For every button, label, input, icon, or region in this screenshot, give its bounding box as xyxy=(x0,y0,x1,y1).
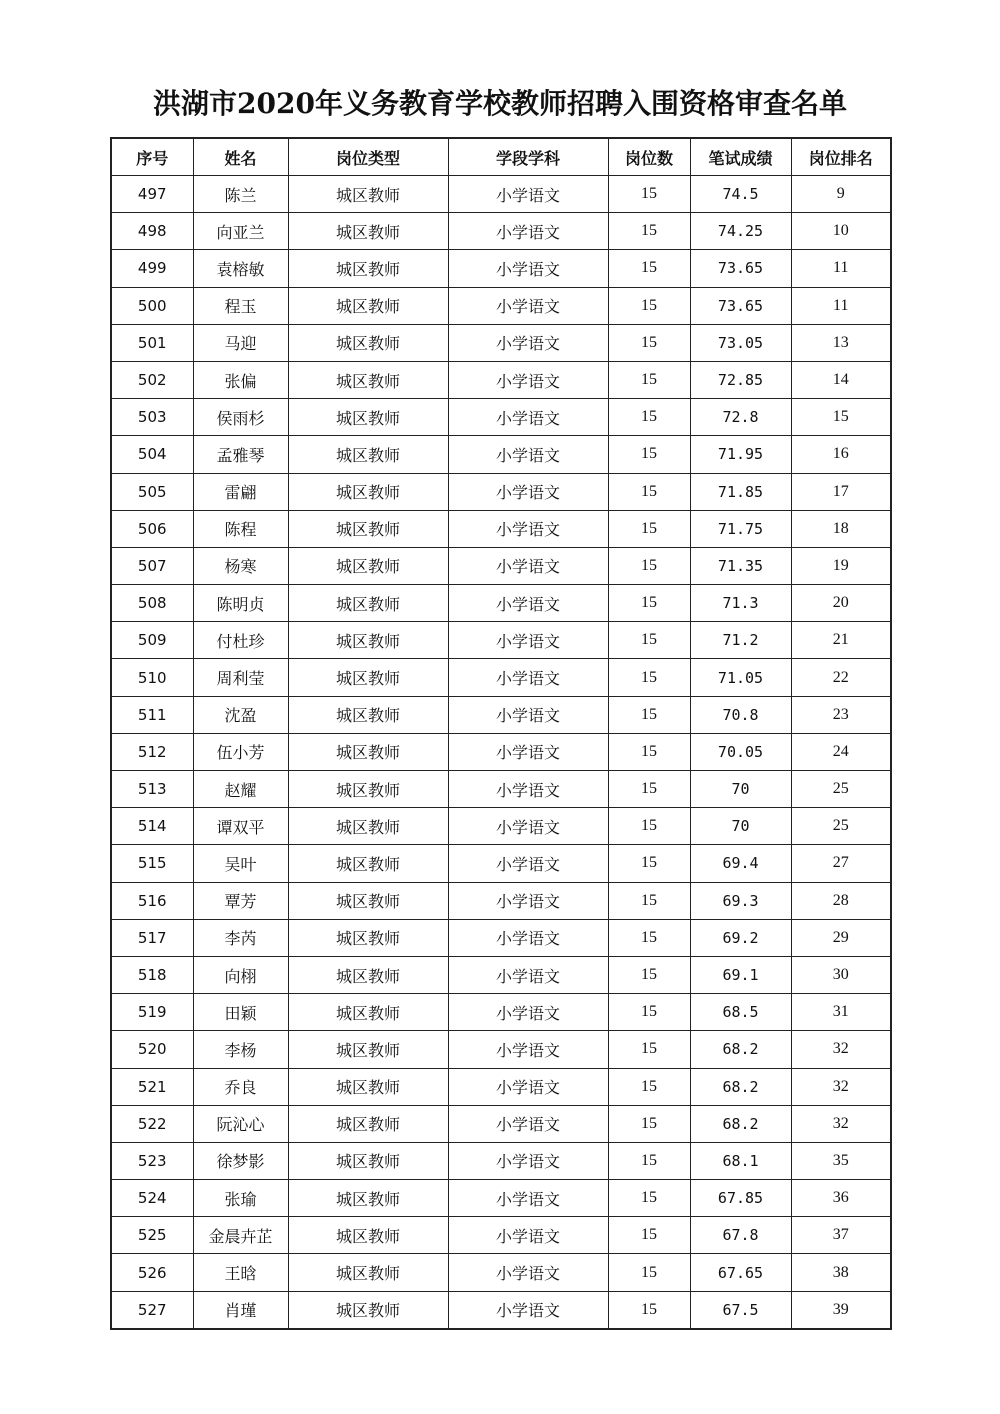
table-row xyxy=(111,1254,891,1291)
seq-cell: 522 xyxy=(111,1105,193,1142)
post-type-cell: 城区教师 xyxy=(288,436,448,473)
name-cell: 陈程 xyxy=(193,510,288,547)
post-count-cell: 15 xyxy=(608,882,690,919)
post-count-cell: 15 xyxy=(608,771,690,808)
header-written-score: 笔试成绩 xyxy=(690,138,791,176)
table-row xyxy=(111,771,891,808)
name-cell: 伍小芳 xyxy=(193,733,288,770)
table-row xyxy=(111,287,891,324)
table-row xyxy=(111,213,891,250)
name-cell: 覃芳 xyxy=(193,882,288,919)
written-score-cell: 69.2 xyxy=(690,919,791,956)
subject-cell: 小学语文 xyxy=(448,287,608,324)
subject-cell: 小学语文 xyxy=(448,845,608,882)
post-rank-cell: 16 xyxy=(791,436,891,473)
subject-cell: 小学语文 xyxy=(448,585,608,622)
subject-cell: 小学语文 xyxy=(448,1217,608,1254)
table-row xyxy=(111,585,891,622)
post-type-cell: 城区教师 xyxy=(288,1217,448,1254)
seq-cell: 512 xyxy=(111,733,193,770)
table-row xyxy=(111,1180,891,1217)
header-post-rank: 岗位排名 xyxy=(791,138,891,176)
table-row xyxy=(111,436,891,473)
candidate-table xyxy=(110,137,892,1330)
table-row xyxy=(111,1031,891,1068)
post-count-cell: 15 xyxy=(608,919,690,956)
subject-cell: 小学语文 xyxy=(448,1291,608,1329)
table-row xyxy=(111,956,891,993)
written-score-cell: 72.8 xyxy=(690,399,791,436)
subject-cell: 小学语文 xyxy=(448,771,608,808)
seq-cell: 519 xyxy=(111,994,193,1031)
subject-cell: 小学语文 xyxy=(448,399,608,436)
post-rank-cell: 38 xyxy=(791,1254,891,1291)
post-count-cell: 15 xyxy=(608,1142,690,1179)
table-row xyxy=(111,845,891,882)
name-cell: 雷翩 xyxy=(193,473,288,510)
post-count-cell: 15 xyxy=(608,436,690,473)
written-score-cell: 71.75 xyxy=(690,510,791,547)
table-row xyxy=(111,659,891,696)
table-row xyxy=(111,919,891,956)
subject-cell: 小学语文 xyxy=(448,547,608,584)
written-score-cell: 68.2 xyxy=(690,1068,791,1105)
post-type-cell: 城区教师 xyxy=(288,1142,448,1179)
post-rank-cell: 23 xyxy=(791,696,891,733)
subject-cell: 小学语文 xyxy=(448,510,608,547)
table-row xyxy=(111,1105,891,1142)
written-score-cell: 69.4 xyxy=(690,845,791,882)
seq-cell: 497 xyxy=(111,176,193,213)
header-post-count: 岗位数 xyxy=(608,138,690,176)
post-rank-cell: 9 xyxy=(791,176,891,213)
post-rank-cell: 14 xyxy=(791,361,891,398)
post-type-cell: 城区教师 xyxy=(288,1031,448,1068)
name-cell: 袁榕敏 xyxy=(193,250,288,287)
seq-cell: 521 xyxy=(111,1068,193,1105)
subject-cell: 小学语文 xyxy=(448,733,608,770)
name-cell: 程玉 xyxy=(193,287,288,324)
post-type-cell: 城区教师 xyxy=(288,1180,448,1217)
name-cell: 王晗 xyxy=(193,1254,288,1291)
seq-cell: 527 xyxy=(111,1291,193,1329)
name-cell: 付杜珍 xyxy=(193,622,288,659)
seq-cell: 517 xyxy=(111,919,193,956)
seq-cell: 510 xyxy=(111,659,193,696)
post-count-cell: 15 xyxy=(608,994,690,1031)
post-type-cell: 城区教师 xyxy=(288,1291,448,1329)
post-type-cell: 城区教师 xyxy=(288,399,448,436)
post-type-cell: 城区教师 xyxy=(288,1254,448,1291)
subject-cell: 小学语文 xyxy=(448,1031,608,1068)
seq-cell: 506 xyxy=(111,510,193,547)
seq-cell: 501 xyxy=(111,324,193,361)
post-type-cell: 城区教师 xyxy=(288,547,448,584)
post-type-cell: 城区教师 xyxy=(288,994,448,1031)
header-subject: 学段学科 xyxy=(448,138,608,176)
post-rank-cell: 24 xyxy=(791,733,891,770)
post-count-cell: 15 xyxy=(608,361,690,398)
subject-cell: 小学语文 xyxy=(448,956,608,993)
post-rank-cell: 20 xyxy=(791,585,891,622)
name-cell: 孟雅琴 xyxy=(193,436,288,473)
name-cell: 陈兰 xyxy=(193,176,288,213)
written-score-cell: 70 xyxy=(690,808,791,845)
post-type-cell: 城区教师 xyxy=(288,845,448,882)
post-count-cell: 15 xyxy=(608,733,690,770)
post-rank-cell: 25 xyxy=(791,771,891,808)
post-rank-cell: 31 xyxy=(791,994,891,1031)
post-type-cell: 城区教师 xyxy=(288,176,448,213)
written-score-cell: 73.05 xyxy=(690,324,791,361)
subject-cell: 小学语文 xyxy=(448,919,608,956)
written-score-cell: 70 xyxy=(690,771,791,808)
post-count-cell: 15 xyxy=(608,510,690,547)
name-cell: 金晨卉芷 xyxy=(193,1217,288,1254)
seq-cell: 520 xyxy=(111,1031,193,1068)
post-rank-cell: 22 xyxy=(791,659,891,696)
written-score-cell: 68.2 xyxy=(690,1105,791,1142)
post-type-cell: 城区教师 xyxy=(288,956,448,993)
post-count-cell: 15 xyxy=(608,585,690,622)
subject-cell: 小学语文 xyxy=(448,473,608,510)
post-type-cell: 城区教师 xyxy=(288,287,448,324)
seq-cell: 511 xyxy=(111,696,193,733)
written-score-cell: 71.85 xyxy=(690,473,791,510)
written-score-cell: 68.5 xyxy=(690,994,791,1031)
name-cell: 侯雨杉 xyxy=(193,399,288,436)
subject-cell: 小学语文 xyxy=(448,696,608,733)
post-type-cell: 城区教师 xyxy=(288,622,448,659)
post-type-cell: 城区教师 xyxy=(288,919,448,956)
post-rank-cell: 15 xyxy=(791,399,891,436)
post-type-cell: 城区教师 xyxy=(288,213,448,250)
post-count-cell: 15 xyxy=(608,1068,690,1105)
post-rank-cell: 25 xyxy=(791,808,891,845)
table-header-row xyxy=(111,138,891,176)
seq-cell: 500 xyxy=(111,287,193,324)
written-score-cell: 67.5 xyxy=(690,1291,791,1329)
seq-cell: 509 xyxy=(111,622,193,659)
written-score-cell: 71.35 xyxy=(690,547,791,584)
subject-cell: 小学语文 xyxy=(448,324,608,361)
post-rank-cell: 29 xyxy=(791,919,891,956)
post-type-cell: 城区教师 xyxy=(288,771,448,808)
seq-cell: 516 xyxy=(111,882,193,919)
post-type-cell: 城区教师 xyxy=(288,696,448,733)
table-row xyxy=(111,994,891,1031)
post-type-cell: 城区教师 xyxy=(288,882,448,919)
post-type-cell: 城区教师 xyxy=(288,808,448,845)
seq-cell: 502 xyxy=(111,361,193,398)
subject-cell: 小学语文 xyxy=(448,659,608,696)
seq-cell: 508 xyxy=(111,585,193,622)
post-type-cell: 城区教师 xyxy=(288,1105,448,1142)
written-score-cell: 71.3 xyxy=(690,585,791,622)
post-count-cell: 15 xyxy=(608,845,690,882)
written-score-cell: 74.25 xyxy=(690,213,791,250)
subject-cell: 小学语文 xyxy=(448,622,608,659)
post-count-cell: 15 xyxy=(608,1291,690,1329)
post-rank-cell: 32 xyxy=(791,1031,891,1068)
table-row xyxy=(111,622,891,659)
post-type-cell: 城区教师 xyxy=(288,1068,448,1105)
name-cell: 向栩 xyxy=(193,956,288,993)
table-row xyxy=(111,510,891,547)
name-cell: 徐梦影 xyxy=(193,1142,288,1179)
post-rank-cell: 11 xyxy=(791,287,891,324)
post-count-cell: 15 xyxy=(608,696,690,733)
written-score-cell: 71.05 xyxy=(690,659,791,696)
post-count-cell: 15 xyxy=(608,399,690,436)
name-cell: 吴叶 xyxy=(193,845,288,882)
subject-cell: 小学语文 xyxy=(448,994,608,1031)
post-type-cell: 城区教师 xyxy=(288,510,448,547)
table-body xyxy=(111,176,891,1329)
table-row xyxy=(111,1142,891,1179)
name-cell: 乔良 xyxy=(193,1068,288,1105)
post-type-cell: 城区教师 xyxy=(288,473,448,510)
table-row xyxy=(111,176,891,213)
post-count-cell: 15 xyxy=(608,956,690,993)
table-row xyxy=(111,324,891,361)
table-row xyxy=(111,882,891,919)
post-type-cell: 城区教师 xyxy=(288,659,448,696)
post-type-cell: 城区教师 xyxy=(288,733,448,770)
written-score-cell: 68.2 xyxy=(690,1031,791,1068)
post-type-cell: 城区教师 xyxy=(288,324,448,361)
post-count-cell: 15 xyxy=(608,1105,690,1142)
subject-cell: 小学语文 xyxy=(448,1105,608,1142)
written-score-cell: 69.1 xyxy=(690,956,791,993)
name-cell: 沈盈 xyxy=(193,696,288,733)
post-rank-cell: 21 xyxy=(791,622,891,659)
header-seq: 序号 xyxy=(111,138,193,176)
seq-cell: 507 xyxy=(111,547,193,584)
subject-cell: 小学语文 xyxy=(448,436,608,473)
written-score-cell: 72.85 xyxy=(690,361,791,398)
seq-cell: 518 xyxy=(111,956,193,993)
post-count-cell: 15 xyxy=(608,213,690,250)
subject-cell: 小学语文 xyxy=(448,361,608,398)
post-type-cell: 城区教师 xyxy=(288,361,448,398)
post-count-cell: 15 xyxy=(608,659,690,696)
written-score-cell: 74.5 xyxy=(690,176,791,213)
name-cell: 张偏 xyxy=(193,361,288,398)
header-post-type: 岗位类型 xyxy=(288,138,448,176)
subject-cell: 小学语文 xyxy=(448,250,608,287)
written-score-cell: 67.85 xyxy=(690,1180,791,1217)
name-cell: 马迎 xyxy=(193,324,288,361)
written-score-cell: 68.1 xyxy=(690,1142,791,1179)
seq-cell: 515 xyxy=(111,845,193,882)
name-cell: 李杨 xyxy=(193,1031,288,1068)
written-score-cell: 67.65 xyxy=(690,1254,791,1291)
post-count-cell: 15 xyxy=(608,287,690,324)
post-count-cell: 15 xyxy=(608,622,690,659)
written-score-cell: 71.95 xyxy=(690,436,791,473)
post-count-cell: 15 xyxy=(608,324,690,361)
post-rank-cell: 13 xyxy=(791,324,891,361)
name-cell: 赵耀 xyxy=(193,771,288,808)
table-row xyxy=(111,250,891,287)
post-type-cell: 城区教师 xyxy=(288,250,448,287)
name-cell: 陈明贞 xyxy=(193,585,288,622)
header-name: 姓名 xyxy=(193,138,288,176)
table-row xyxy=(111,808,891,845)
written-score-cell: 71.2 xyxy=(690,622,791,659)
post-rank-cell: 27 xyxy=(791,845,891,882)
post-rank-cell: 18 xyxy=(791,510,891,547)
page-title: 洪湖市2020年义务教育学校教师招聘入围资格审查名单 xyxy=(153,87,847,120)
seq-cell: 525 xyxy=(111,1217,193,1254)
subject-cell: 小学语文 xyxy=(448,808,608,845)
post-rank-cell: 37 xyxy=(791,1217,891,1254)
post-rank-cell: 28 xyxy=(791,882,891,919)
table-row xyxy=(111,1217,891,1254)
subject-cell: 小学语文 xyxy=(448,1254,608,1291)
post-count-cell: 15 xyxy=(608,1217,690,1254)
subject-cell: 小学语文 xyxy=(448,1142,608,1179)
name-cell: 向亚兰 xyxy=(193,213,288,250)
name-cell: 肖瑾 xyxy=(193,1291,288,1329)
post-rank-cell: 36 xyxy=(791,1180,891,1217)
post-count-cell: 15 xyxy=(608,1254,690,1291)
post-type-cell: 城区教师 xyxy=(288,585,448,622)
table-row xyxy=(111,361,891,398)
written-score-cell: 70.8 xyxy=(690,696,791,733)
table-row xyxy=(111,547,891,584)
name-cell: 周利莹 xyxy=(193,659,288,696)
table-row xyxy=(111,399,891,436)
post-count-cell: 15 xyxy=(608,1031,690,1068)
table-row xyxy=(111,733,891,770)
table-row xyxy=(111,1291,891,1329)
seq-cell: 526 xyxy=(111,1254,193,1291)
subject-cell: 小学语文 xyxy=(448,1180,608,1217)
post-rank-cell: 35 xyxy=(791,1142,891,1179)
name-cell: 张瑜 xyxy=(193,1180,288,1217)
post-count-cell: 15 xyxy=(608,547,690,584)
name-cell: 阮沁心 xyxy=(193,1105,288,1142)
seq-cell: 505 xyxy=(111,473,193,510)
seq-cell: 524 xyxy=(111,1180,193,1217)
written-score-cell: 73.65 xyxy=(690,287,791,324)
post-count-cell: 15 xyxy=(608,473,690,510)
seq-cell: 514 xyxy=(111,808,193,845)
name-cell: 杨寒 xyxy=(193,547,288,584)
seq-cell: 499 xyxy=(111,250,193,287)
name-cell: 田颖 xyxy=(193,994,288,1031)
post-rank-cell: 19 xyxy=(791,547,891,584)
subject-cell: 小学语文 xyxy=(448,176,608,213)
written-score-cell: 69.3 xyxy=(690,882,791,919)
post-count-cell: 15 xyxy=(608,1180,690,1217)
post-count-cell: 15 xyxy=(608,250,690,287)
post-count-cell: 15 xyxy=(608,176,690,213)
post-rank-cell: 17 xyxy=(791,473,891,510)
written-score-cell: 67.8 xyxy=(690,1217,791,1254)
table-row xyxy=(111,696,891,733)
table-row xyxy=(111,473,891,510)
post-rank-cell: 30 xyxy=(791,956,891,993)
seq-cell: 523 xyxy=(111,1142,193,1179)
seq-cell: 513 xyxy=(111,771,193,808)
written-score-cell: 70.05 xyxy=(690,733,791,770)
table-row xyxy=(111,1068,891,1105)
subject-cell: 小学语文 xyxy=(448,1068,608,1105)
subject-cell: 小学语文 xyxy=(448,213,608,250)
written-score-cell: 73.65 xyxy=(690,250,791,287)
post-count-cell: 15 xyxy=(608,808,690,845)
post-rank-cell: 32 xyxy=(791,1105,891,1142)
name-cell: 谭双平 xyxy=(193,808,288,845)
seq-cell: 504 xyxy=(111,436,193,473)
post-rank-cell: 11 xyxy=(791,250,891,287)
post-rank-cell: 39 xyxy=(791,1291,891,1329)
seq-cell: 503 xyxy=(111,399,193,436)
seq-cell: 498 xyxy=(111,213,193,250)
post-rank-cell: 32 xyxy=(791,1068,891,1105)
name-cell: 李芮 xyxy=(193,919,288,956)
post-rank-cell: 10 xyxy=(791,213,891,250)
subject-cell: 小学语文 xyxy=(448,882,608,919)
